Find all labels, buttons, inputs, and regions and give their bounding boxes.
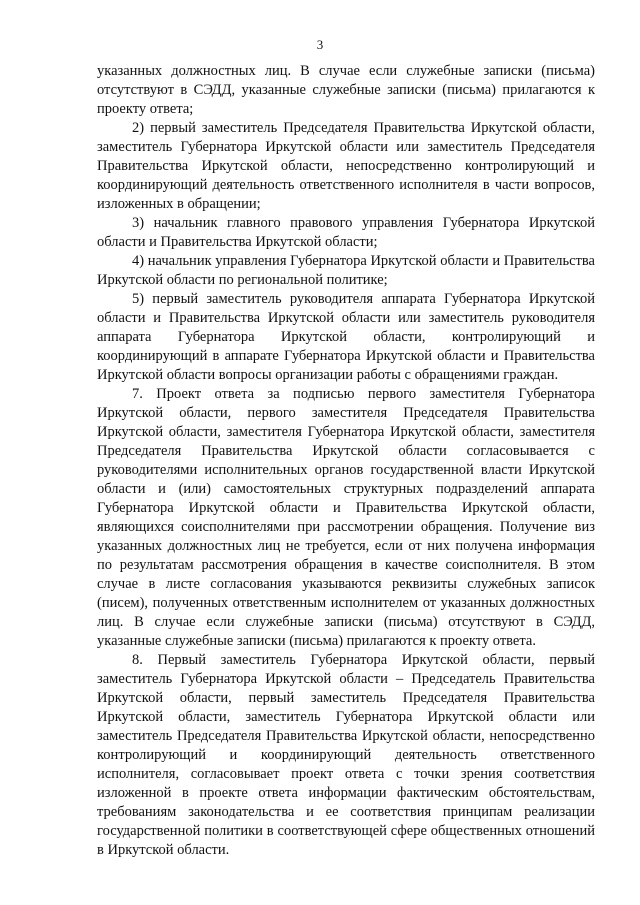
paragraph-clause-7: 7. Проект ответа за подписью первого заместителя Губернатора Иркутской области, первого заместителя Председателя Правительства Иркутской области, заместителя Губернатора Иркутской области, заместителя Председателя Правительства Иркутской области согласовывается с руководителями исполнительных органов государственной власти Иркутской области и (или) самостоятельных структурных подразделений аппарата Губернатора Иркутской области и Правительства Иркутской области, являющихся соисполнителями при рассмотрении обращения. Получение виз указанных должностных лиц не требуется, если от них получена информация по результатам рассмотрения обращения в качестве соисполнителя. В этом случае в листе согласования указываются реквизиты служебных записок (писем), полученных ответственным исполнителем от указанных должностных лиц. В случае если служебные записки (письма) отсутствуют в СЭДД, указанные служебные записки (письма) прилагаются к проекту ответа. <box>97 386 595 649</box>
paragraph-item-4: 4) начальник управления Губернатора Иркутской области и Правительства Иркутской области по региональной политике; <box>97 253 595 288</box>
page-number: 3 <box>316 37 324 52</box>
paragraph-clause-8: 8. Первый заместитель Губернатора Иркутской области, первый заместитель Губернатора Иркутской области – Председатель Правительства Иркутской области, первый заместитель Председателя Правительства Иркутской области, заместитель Губернатора Иркутской области или заместитель Председателя Правительства Иркутской области, непосредственно контролирующий и координирующий деятельность ответственного исполнителя, согласовывает проект ответа с точки зрения соответствия изложенной в проекте ответа информации фактическим обстоятельствам, требованиям законодательства и ее соответствия принципам реализации государственной политики в соответствующей сфере общественных отношений в Иркутской области. <box>97 652 595 858</box>
paragraph-item-3: 3) начальник главного правового управления Губернатора Иркутской области и Правительства Иркутской области; <box>97 215 595 250</box>
paragraph-item-5: 5) первый заместитель руководителя аппарата Губернатора Иркутской области и Правительства Иркутской области или заместитель руководителя аппарата Губернатора Иркутской области, контролирующий и координирующий в аппарате Губернатора Иркутской области и Правительства Иркутской области вопросы организации работы с обращениями граждан. <box>97 291 595 383</box>
paragraph-continuation: указанных должностных лиц. В случае если служебные записки (письма) отсутствуют в СЭДД, указанные служебные записки (письма) прилагаются к проекту ответа; <box>97 63 595 117</box>
paragraph-item-2: 2) первый заместитель Председателя Правительства Иркутской области, заместитель Губернатора Иркутской области или заместитель Председателя Правительства Иркутской области, непосредственно контролирующий и координирующий деятельность ответственного исполнителя в части вопросов, изложенных в обращении; <box>97 120 595 212</box>
document-body <box>97 62 595 860</box>
